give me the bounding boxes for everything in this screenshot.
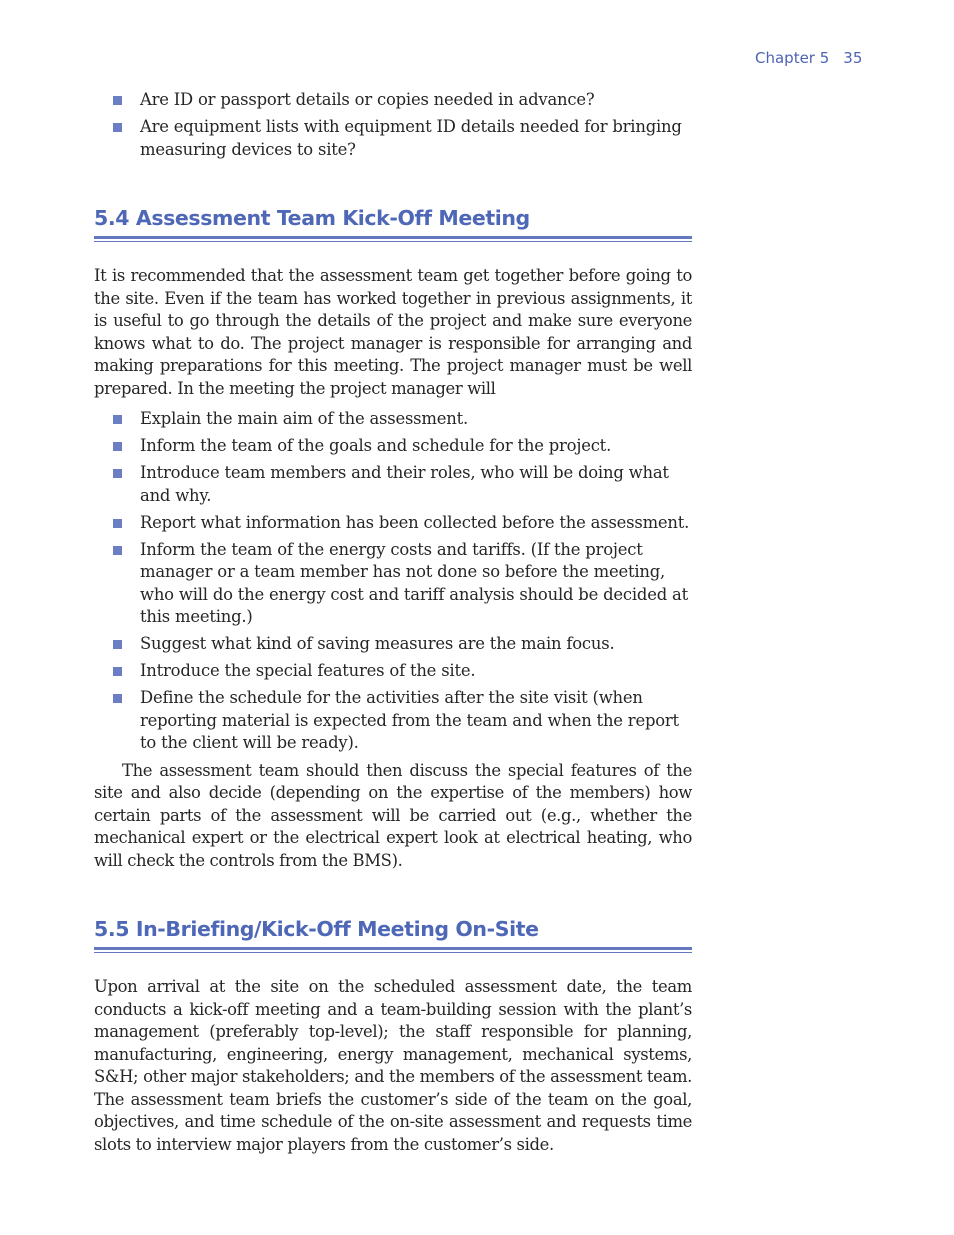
square-bullet-icon	[113, 442, 122, 451]
section-5-4-intro: It is recommended that the assessment team get together before going to the site. Even if the team has worked together in previous assignments, it is useful to go through the details of the project and make sure everyone knows what to do. The project manager is responsible for arranging and making preparations for this meeting. The project manager must be well prepared. In the meeting the project manager will	[94, 266, 692, 398]
square-bullet-icon	[113, 694, 122, 703]
running-head	[755, 49, 862, 67]
list-item-text: Suggest what kind of saving measures are the main focus.	[140, 634, 615, 653]
list-item	[140, 687, 692, 755]
square-bullet-icon	[113, 519, 122, 528]
section-5-5-body: Upon arrival at the site on the scheduled assessment date, the team conducts a kick-off meeting and a team-building session with the plant’s management (preferably top-level); the staff responsible for planning, manufacturing, engineering, energy management, mechanical systems, S&H; other major stakeholders; and the members of the assessment team. The assessment team briefs the customer’s side of the team on the goal, objectives, and time schedule of the on-site assessment and requests time slots to interview major players from the customer’s side.	[94, 977, 692, 1154]
list-item-text: Introduce team members and their roles, who will be doing what and why.	[140, 463, 669, 505]
square-bullet-icon	[113, 667, 122, 676]
chapter-label: Chapter 5	[755, 49, 830, 67]
heading-rule	[94, 947, 692, 953]
section-heading-5-4: 5.4 Assessment Team Kick-Off Meeting	[94, 206, 530, 230]
list-item-text: Report what information has been collected before the assessment.	[140, 512, 690, 532]
list-item	[140, 435, 692, 458]
list-item	[140, 512, 692, 535]
list-item-text: Define the schedule for the activities after the site visit (when reporting material is expected from the team and when the report to the client will be ready).	[140, 688, 679, 752]
square-bullet-icon	[113, 640, 122, 649]
list-item	[140, 462, 692, 507]
square-bullet-icon	[113, 123, 122, 132]
list-item	[140, 89, 692, 112]
list-item	[140, 539, 692, 629]
list-item	[140, 633, 692, 656]
list-item-text: Introduce the special features of the site.	[140, 661, 476, 680]
list-item-text: Are ID or passport details or copies needed in advance?	[140, 90, 595, 109]
page-number: 35	[843, 49, 863, 67]
square-bullet-icon	[113, 96, 122, 105]
section-5-4-closing: The assessment team should then discuss the special features of the site and also decide (depending on the expertise of the members) how certain parts of the assessment will be carried out (e.g., whether the mechanical expert or the electrical expert look at electrical heating, who will check the controls from the BMS).	[94, 760, 692, 870]
square-bullet-icon	[113, 546, 122, 555]
list-item	[140, 408, 692, 431]
intro-bullet-list	[94, 89, 692, 161]
list-item-text: Are equipment lists with equipment ID details needed for bringing measuring devices to site?	[140, 117, 682, 159]
page-body	[94, 89, 692, 1156]
square-bullet-icon	[113, 415, 122, 424]
square-bullet-icon	[113, 469, 122, 478]
section-heading-5-5: 5.5 In-Briefing/Kick-Off Meeting On-Site	[94, 917, 539, 941]
list-item	[140, 660, 692, 683]
heading-rule	[94, 236, 692, 242]
list-item-text: Explain the main aim of the assessment.	[140, 409, 468, 428]
list-item-text: Inform the team of the goals and schedule for the project.	[140, 436, 612, 455]
list-item-text: Inform the team of the energy costs and tariffs. (If the project manager or a team member has not done so before the meeting, who will do the energy cost and tariff analysis should be decided at this meeting.)	[140, 539, 688, 626]
meeting-agenda-list	[94, 408, 692, 755]
list-item	[140, 116, 692, 161]
